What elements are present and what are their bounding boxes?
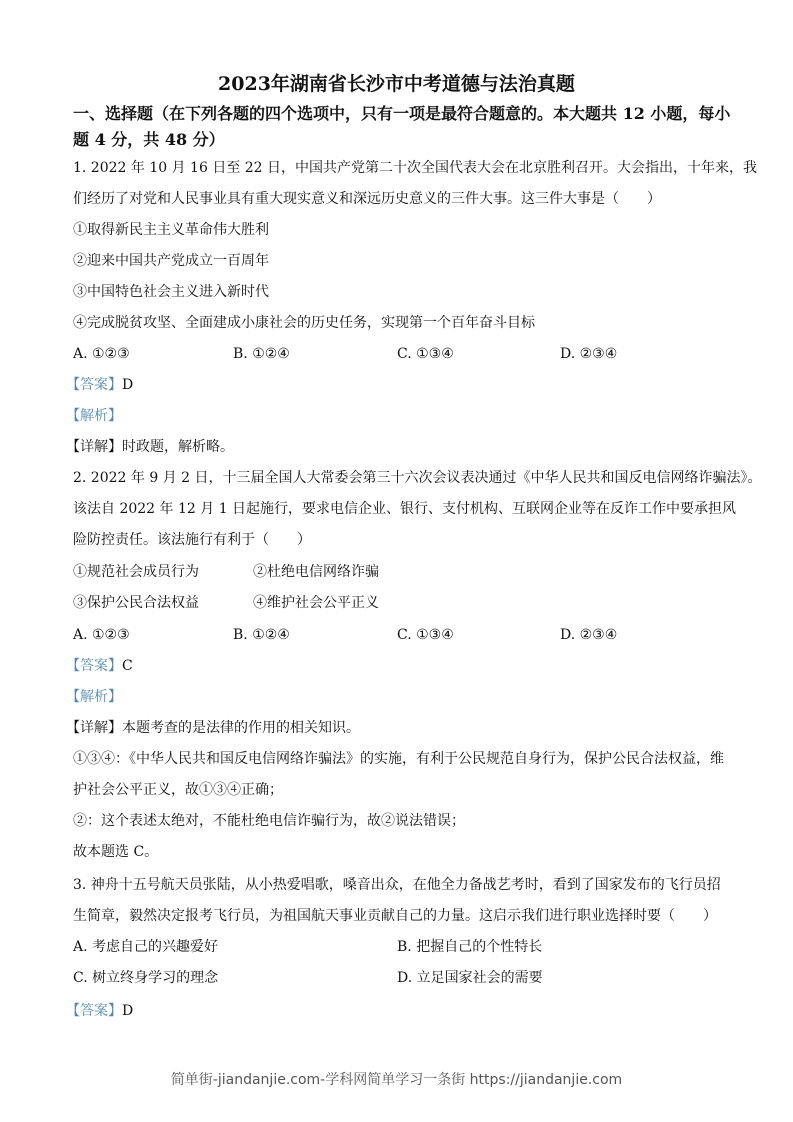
q2-explain: ①③④：《中华人民共和国反电信网络诈骗法》的实施，有利于公民规范自身行为，保护公民合法权益，维: [73, 751, 724, 767]
q1-detail: [66, 437, 234, 457]
q1-item: ④完成脱贫攻坚、全面建成小康社会的历史任务，实现第一个百年奋斗目标: [73, 315, 535, 331]
q2-detail: [66, 718, 360, 738]
answer-value: C: [122, 658, 133, 674]
q2-answer: [66, 656, 133, 676]
question-3-stem: 3. 神舟十五号航天员张陆，从小热爱唱歌，嗓音出众，在他全力备战艺考时，看到了国家发布的飞行员招: [73, 877, 721, 893]
question-2-stem: 该法自 2022 年 12 月 1 日起施行，要求电信企业、银行、支付机构、互联网企业等在反诈工作中要承担风: [73, 501, 737, 517]
question-1-stem: 1. 2022 年 10 月 16 日至 22 日，中国共产党第二十次全国代表大会在北京胜利召开。大会指出，十年来，我: [73, 160, 758, 176]
q1-choice-c: C. ①③④: [397, 346, 454, 362]
q1-item: ②迎来中国共产党成立一百周年: [73, 253, 269, 269]
q3-choice-d: D. 立足国家社会的需要: [397, 970, 543, 986]
question-3-stem: 生简章，毅然决定报考飞行员，为祖国航天事业贡献自己的力量。这启示我们进行职业选择时要（ ）: [73, 908, 717, 924]
q1-item: ①取得新民主主义革命伟大胜利: [73, 222, 269, 238]
answer-label: 【答案】: [66, 377, 122, 393]
q1-choice-b: B. ①②④: [233, 346, 290, 362]
section-heading: 一、选择题（在下列各题的四个选项中，只有一项是最符合题意的。本大题共 12 小题，每小: [73, 104, 731, 123]
answer-label: 【答案】: [66, 1003, 122, 1019]
q2-choice-c: C. ①③④: [397, 627, 454, 643]
answer-label: 【答案】: [66, 658, 122, 674]
q2-explain: ②：这个表述太绝对，不能杜绝电信诈骗行为，故②说法错误；: [73, 813, 465, 829]
q3-choice-b: B. 把握自己的个性特长: [397, 939, 543, 955]
detail-text: 时政题，解析略。: [122, 439, 234, 455]
q2-explain: 故本题选 C。: [73, 844, 159, 860]
section-heading: 题 4 分，共 48 分）: [73, 130, 225, 149]
footer-watermark: 简单街-jiandanjie.com-学科网简单学习一条街 https://jiandanjie.com: [170, 1072, 623, 1088]
q2-choice-d: D. ②③④: [560, 627, 618, 643]
q1-item: ③中国特色社会主义进入新时代: [73, 284, 269, 300]
q2-choice-b: B. ①②④: [233, 627, 290, 643]
q3-answer: [66, 1001, 133, 1021]
analysis-label: 【解析】: [66, 408, 122, 424]
q2-item: ④维护社会公平正义: [253, 595, 379, 611]
q2-explain: 护社会公平正义，故①③④正确；: [73, 782, 283, 798]
analysis-label: 【解析】: [66, 689, 122, 705]
question-2-stem: 险防控责任。该法施行有利于（ ）: [73, 532, 311, 548]
question-2-stem: 2. 2022 年 9 月 2 日，十三届全国人大常委会第三十六次会议表决通过《中华人民共和国反电信网络诈骗法》。: [73, 470, 762, 486]
question-1-stem: 们经历了对党和人民事业具有重大现实意义和深远历史意义的三件大事。这三件大事是（ ）: [73, 191, 661, 207]
detail-label: 【详解】: [66, 439, 122, 455]
q2-item: ①规范社会成员行为: [73, 564, 199, 580]
q2-item: ③保护公民合法权益: [73, 595, 199, 611]
q1-answer: [66, 375, 133, 395]
q3-choice-c: C. 树立终身学习的理念: [73, 970, 219, 986]
detail-label: 【详解】: [66, 720, 122, 736]
page-title: 2023年湖南省长沙市中考道德与法治真题: [218, 73, 575, 95]
q2-item: ②杜绝电信网络诈骗: [253, 564, 379, 580]
q1-choice-d: D. ②③④: [560, 346, 618, 362]
answer-value: D: [122, 1003, 134, 1019]
q3-choice-a: A. 考虑自己的兴趣爱好: [73, 939, 219, 955]
q1-choice-a: A. ①②③: [73, 346, 130, 362]
answer-value: D: [122, 377, 134, 393]
q2-choice-a: A. ①②③: [73, 627, 130, 643]
detail-text: 本题考查的是法律的作用的相关知识。: [122, 720, 360, 736]
